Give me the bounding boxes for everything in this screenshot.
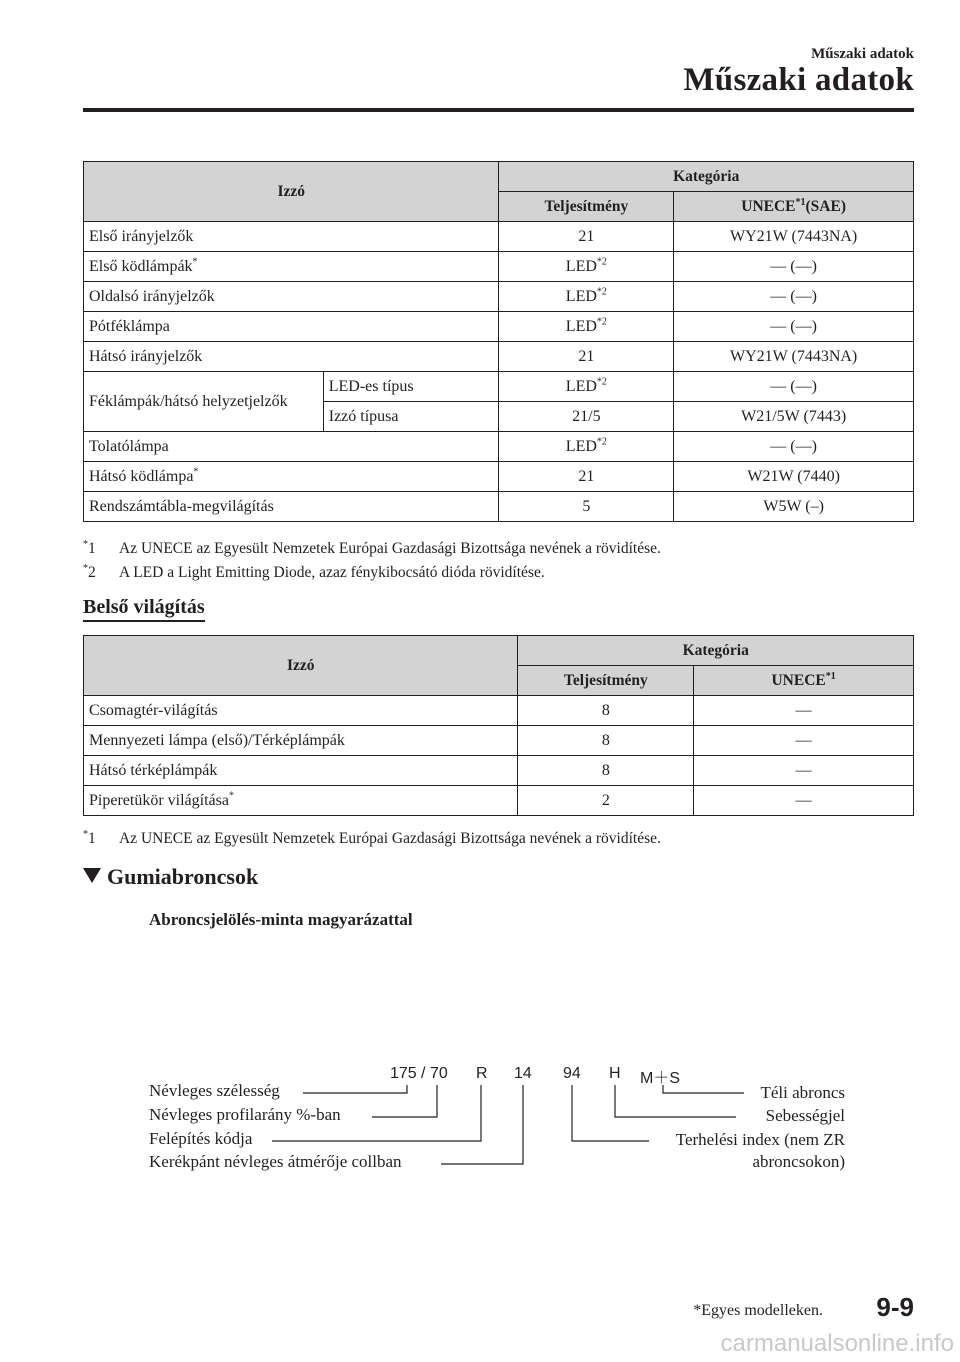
table-row: Pótféklámpa LED$^{*2}$ ― (―) — [84, 312, 914, 342]
tire-code-construction: R — [476, 1065, 488, 1082]
header-bulb: Izzó — [84, 636, 518, 696]
table-row: Izzó típusa 21/5 W21/5W (7443) — [84, 402, 914, 432]
tire-code-ms: M＋S — [640, 1070, 681, 1087]
section-heading-interior: Belső világítás — [83, 596, 205, 622]
header-unece-sae: UNECE$^{*1}$(SAE) — [674, 192, 914, 222]
tire-diagram-subtitle: Abroncsjelölés-minta magyarázattal — [149, 910, 413, 929]
footnote: *1 Az UNECE az Egyesült Nemzetek Európai Gazdasági Bizottsága nevének a rövidítése. — [83, 538, 661, 557]
tire-code-load: 94 — [563, 1065, 581, 1082]
table-row: Mennyezeti lámpa (első)/Térképlámpák 8 ― — [84, 726, 914, 756]
tire-code-slash: / — [421, 1065, 426, 1082]
table-row: Hátsó irányjelzők 21 WY21W (7443NA) — [84, 342, 914, 372]
table-row: Piperetükör világítása* 2 ― — [84, 786, 914, 816]
header-category: Kategória — [499, 162, 914, 192]
section-heading-tires: Gumiabroncsok — [83, 864, 258, 890]
tire-code-rim: 14 — [514, 1065, 532, 1082]
label-nominal-width: Névleges szélesség — [149, 1081, 280, 1100]
tire-code-width: 175 — [390, 1065, 417, 1082]
table-row: Oldalsó irányjelzők LED$^{*2}$ ― (―) — [84, 282, 914, 312]
footnote: *1 Az UNECE az Egyesült Nemzetek Európai Gazdasági Bizottsága nevének a rövidítése. — [83, 828, 661, 847]
footnote: *2 A LED a Light Emitting Diode, azaz fénykibocsátó dióda rövidítése. — [83, 562, 545, 581]
table-row: Tolatólámpa LED$^{*2}$ ― (―) — [84, 432, 914, 462]
label-rim-diameter: Kerékpánt névleges átmérője collban — [149, 1152, 402, 1171]
table-row: Féklámpák/hátsó helyzetjelzők LED-es típus LED$^{*2}$ ― (―) — [84, 372, 914, 402]
table-row: Hátsó ködlámpa* 21 W21W (7440) — [84, 462, 914, 492]
table-row: Első ködlámpák* LED$^{*2}$ ― (―) — [84, 252, 914, 282]
page-title: Műszaki adatok — [683, 62, 914, 98]
tire-code-profile: 70 — [430, 1065, 448, 1082]
table-row: Hátsó térképlámpák 8 ― — [84, 756, 914, 786]
label-speed-symbol: Sebességjel — [765, 1106, 845, 1125]
label-aspect-ratio: Névleges profilarány %-ban — [149, 1105, 341, 1124]
label-load-index-cont: abroncsokon) — [752, 1152, 845, 1171]
watermark: carmanualsonline.info — [720, 1330, 954, 1357]
label-winter-tire: Téli abroncs — [760, 1083, 845, 1102]
footer-model-note: *Egyes modelleken. — [693, 1302, 823, 1319]
table-row: Csomagtér-világítás 8 ― — [84, 696, 914, 726]
header-section-label: Műszaki adatok — [811, 46, 914, 62]
header-power: Teljesítmény — [499, 192, 674, 222]
header-bulb: Izzó — [84, 162, 499, 222]
header-unece: UNECE$^{*1}$ — [694, 666, 914, 696]
table-row: Első irányjelzők 21 WY21W (7443NA) — [84, 222, 914, 252]
header-power: Teljesítmény — [518, 666, 694, 696]
label-construction-code: Felépítés kódja — [149, 1129, 253, 1148]
header-category: Kategória — [518, 636, 914, 666]
page-number: 9-9 — [876, 1292, 914, 1322]
table-row: Rendszámtábla-megvilágítás 5 W5W (–) — [84, 492, 914, 522]
label-load-index: Terhelési index (nem ZR — [675, 1130, 845, 1149]
tire-code-speed: H — [609, 1065, 621, 1082]
